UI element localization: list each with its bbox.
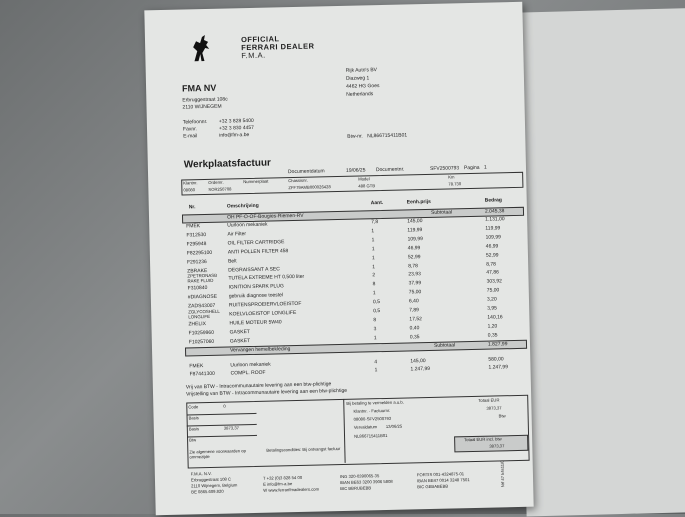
due-label: Vervaldatum [353,424,378,430]
cell-amount: 1.247,99 [488,364,509,371]
cell-desc: TUTELA EXTREME HT 0,500 liter [228,274,305,282]
group1-title: OH PF-O-OF-Bougies-Riemen-RV [226,212,304,221]
invoice-title: Werkplaatsfactuur [183,157,272,171]
cell-desc: Uurloon mekaniek [230,361,271,369]
footer-c1d: BE 0865.609.820 [191,488,224,495]
cell-nr: ZBRAKE [187,267,208,274]
footer-c4a: FORTIS 001-4324875-01 [416,471,465,478]
cell-amount: 46,99 [485,243,499,250]
cell-desc: ANTI POLLEN FILTER 458 [227,247,289,256]
cell-qty: 1 [372,290,376,297]
cell-nr: F82295100 [186,249,213,257]
customer-city: 4462 HG Goes [346,83,380,90]
cell-qty: 1 [371,245,375,252]
cell-qty: 0,5 [373,308,381,315]
cell-unit: 17,52 [409,316,422,323]
cell-nr: ZPETRONASB RAKE FLUID [187,273,218,284]
invoice-sheet [144,2,533,515]
vv-ordernr: SOR250708 [208,186,232,192]
btw-word: Btw [498,413,506,419]
cell-nr: ZHELIX [188,320,207,328]
cell-desc: Belt [227,257,237,265]
date-value: 19/06/25 [345,167,366,174]
cell-qty: 4 [374,359,378,366]
cell-amount: 3,20 [486,296,497,303]
doc-label: Documentnr. [375,166,405,174]
cell-desc: COMPL. ROOF [230,369,266,377]
pay-ref-label: Bij betaling te vermelden a.u.b. [346,399,404,406]
cell-unit: 119,99 [407,226,423,234]
vat-value: NL866715411B01 [367,132,408,140]
footer-c1c: 2110 Wijnegem, Belgium [191,482,238,489]
code-label: Code [188,404,199,410]
cell-nr: F310840 [187,285,208,292]
cell-nr: F312530 [186,231,207,239]
cell-unit: 0,40 [409,324,420,332]
cell-amount: 303,92 [486,278,502,285]
cell-unit: 46,99 [407,244,421,252]
total-label: Totaal EUR [478,397,500,403]
footer-c2b: E info@fm-a.be [263,481,293,487]
dealer-heading [241,35,315,61]
cell-desc: HUILE MOTEUR 5W40 [229,319,282,327]
basis-label-top: Basis [188,415,199,421]
basis-label: Basis [188,426,200,432]
cell-desc: GASKET [229,328,251,336]
total-incl-label: Totaal EUR incl. btw [464,436,502,443]
vv-model: 488 GTB [358,183,376,189]
fax-value: +32 3 830 4457 [218,124,254,132]
cell-desc: OIL FILTER CARTRIDGE [227,239,285,247]
background-document [513,7,685,516]
cell-nr: F295948 [186,240,207,248]
payment-terms: Betalingscondities: Bij ontvangst factuur [266,446,341,453]
pay-ref2: 08080-SFV2500793 [353,415,392,422]
cell-amount: 109,99 [485,234,501,241]
cell-unit: 145,00 [410,358,426,365]
cell-nr: F291236 [186,258,207,266]
th-amount: Bedrag [484,197,503,204]
cell-qty: 1 [374,367,378,374]
cell-amount: 140,16 [487,314,503,321]
due-value: 13/06/25 [385,423,403,429]
cell-unit: 6,40 [408,298,419,305]
cell-unit: 23,93 [408,271,421,278]
cell-nr: F87441300 [189,370,215,378]
group2-title: Vervangen hemelbekleding [229,346,291,354]
company-address2: 2110 WIJNEGEM [182,103,222,111]
cell-unit: 37,99 [408,280,422,287]
doc-value: SFV2500793 [429,165,460,172]
vh-chassis: Chassisnr. [288,177,308,184]
cell-amount: 8,78 [486,260,496,268]
cell-qty: 8 [372,281,376,288]
cell-nr: #DIAGNOSE [187,293,218,301]
group2-sub-label: Subtotaal [433,342,456,349]
group2-sub: 1.827,99 [487,341,508,348]
cell-qty: 1 [371,228,375,235]
cell-amount: 580,00 [488,356,504,363]
tel-label: Telefoonnr. [182,118,208,126]
cell-desc: gebruik diagnose toestel [228,292,284,300]
cell-nr: F10257060 [188,338,215,346]
cell-desc: IGNITION SPARK PLUG [228,283,284,291]
cell-nr: F10259960 [188,329,215,337]
fax-label: Faxnr. [182,126,198,133]
footer-sign: Nrf 47 k4s11/0 [499,460,506,488]
cell-unit: 0,35 [409,333,420,341]
note-line1: Vrij van BTW - Intracommunautaire levering aan een btw-plichtige [185,381,332,391]
cell-nr: FMEK [189,363,204,370]
tel-value: +32 3 828 5400 [218,117,254,125]
cell-qty: 1 [373,334,377,341]
cell-unit: 8,78 [408,262,418,269]
page-value: 1 [483,164,487,171]
cell-desc: RUITENSPROEIERVLOEISTOF [228,300,302,309]
basis-value: 3873,37 [223,425,240,431]
cell-unit: 109,99 [407,235,423,243]
group1-sub: 2.045,38 [484,208,505,215]
group1-sub-label: Subtotaal [430,209,453,216]
dealer-line3: F.M.A. [241,50,266,61]
cell-desc: DEGRAISSANT A SEC [228,265,280,274]
cell-amount: 119,99 [485,225,501,232]
footer-c3b: IBAN BE63 3200 3906 5808 [340,478,393,486]
cell-unit: 52,99 [407,253,421,261]
prancing-horse-logo-icon [190,33,213,63]
cell-amount: 0,35 [487,332,498,339]
customer-country: Netherlands [346,91,374,98]
dealer-line1: OFFICIAL [240,34,280,45]
date-label: Documentdatum [287,168,325,176]
cell-unit: 7,89 [409,307,419,314]
cell-unit: 1.247,99 [410,365,431,373]
vh-klantnr: Klantnr. [183,180,198,186]
vh-ordernr: Ordernr. [208,179,224,185]
footer-c3a: ING 320-0390065-35 [339,473,380,480]
cell-nr: FMEK [186,223,201,230]
btw-label: Btw [189,437,197,443]
cell-qty: 7,8 [371,219,379,226]
total-value: 3873,37 [486,405,502,411]
cell-qty: 8 [373,317,377,324]
terms-text: Zie algemene voorwaarden op ommezijde [189,448,246,460]
footer-c1b: Erbruggestraat 108 C [190,476,232,483]
cell-amount: 1.131,00 [485,216,505,223]
footer-c4c: BIC GEBABEBB [417,483,449,490]
footer-c1a: F.M.A. N.V. [190,470,212,477]
pay-vat: NL866715411B01 [353,432,388,439]
cell-amount: 47,86 [486,269,499,277]
cell-desc: KOELVLOEISTOF LONGLIFE [229,309,297,318]
dealer-line2: FERRARI DEALER [241,41,315,53]
cell-desc: Air Filter [227,230,247,238]
cell-nr: ZGLYCOSHELL LONGLIFE [188,308,220,319]
email-value: info@fm-a.be [219,132,250,139]
pay-ref1: Klantnr. - Factuurnr. [353,407,391,414]
th-qty: Aant. [370,199,384,207]
page-label: Pagina [463,164,480,172]
vat-label: Btw-nr. [347,133,363,140]
company-name: FMA NV [181,82,217,94]
cell-qty: 3 [373,325,377,333]
th-unit: Eenh.prijs [406,198,431,206]
company-address1: Erbruggestraat 108c [182,96,228,104]
cell-nr: ZADS43007 [187,302,216,310]
code-value: 0 [223,403,226,409]
footer-c2c: W www.ferrarifmadealers.com [263,486,320,493]
vh-km: Km [448,174,455,180]
vv-chassis: ZFF79AMB000026428 [288,184,331,191]
email-label: E-mail [183,133,198,140]
cell-qty: 2 [372,272,376,279]
cell-desc: Uurloon mekaniek [227,221,268,229]
note-line2: Vrijstelling van BTW - Intracommunautaire levering aan een btw-plichtige [185,387,348,398]
customer-street: Diazweg 1 [345,75,370,82]
vv-km: 78.730 [448,181,462,187]
cell-amount: 52,99 [485,251,499,259]
cell-unit: 75,00 [408,289,422,296]
footer-c2a: T +32 (0)3 828 54 00 [262,474,303,481]
th-nr: Nr. [188,204,196,211]
cell-amount: 1,20 [487,323,498,330]
cell-qty: 1 [371,236,375,244]
footer-c3c: BIC BBRUBEBB [340,485,372,492]
vh-model: Model [358,176,370,182]
vv-klantnr: 08080 [183,187,196,193]
cell-desc: GASKET [229,337,251,345]
th-desc: Omschrijving [226,202,259,210]
cell-amount: 3,95 [487,305,497,312]
vehicle-box [181,172,523,196]
customer-name: Rijk Auto's BV [345,67,378,74]
cell-unit: 145,00 [407,218,423,225]
cell-qty: 1 [371,254,375,261]
cell-qty: 1 [372,263,376,270]
cell-amount: 75,00 [486,287,500,294]
cell-qty: 0,5 [372,299,381,306]
footer-c4b: IBAN BE47 0014 3248 7501 [417,477,470,484]
total-incl-value: 3873,37 [489,443,505,449]
vh-plate: Nummerplaat [243,178,269,185]
